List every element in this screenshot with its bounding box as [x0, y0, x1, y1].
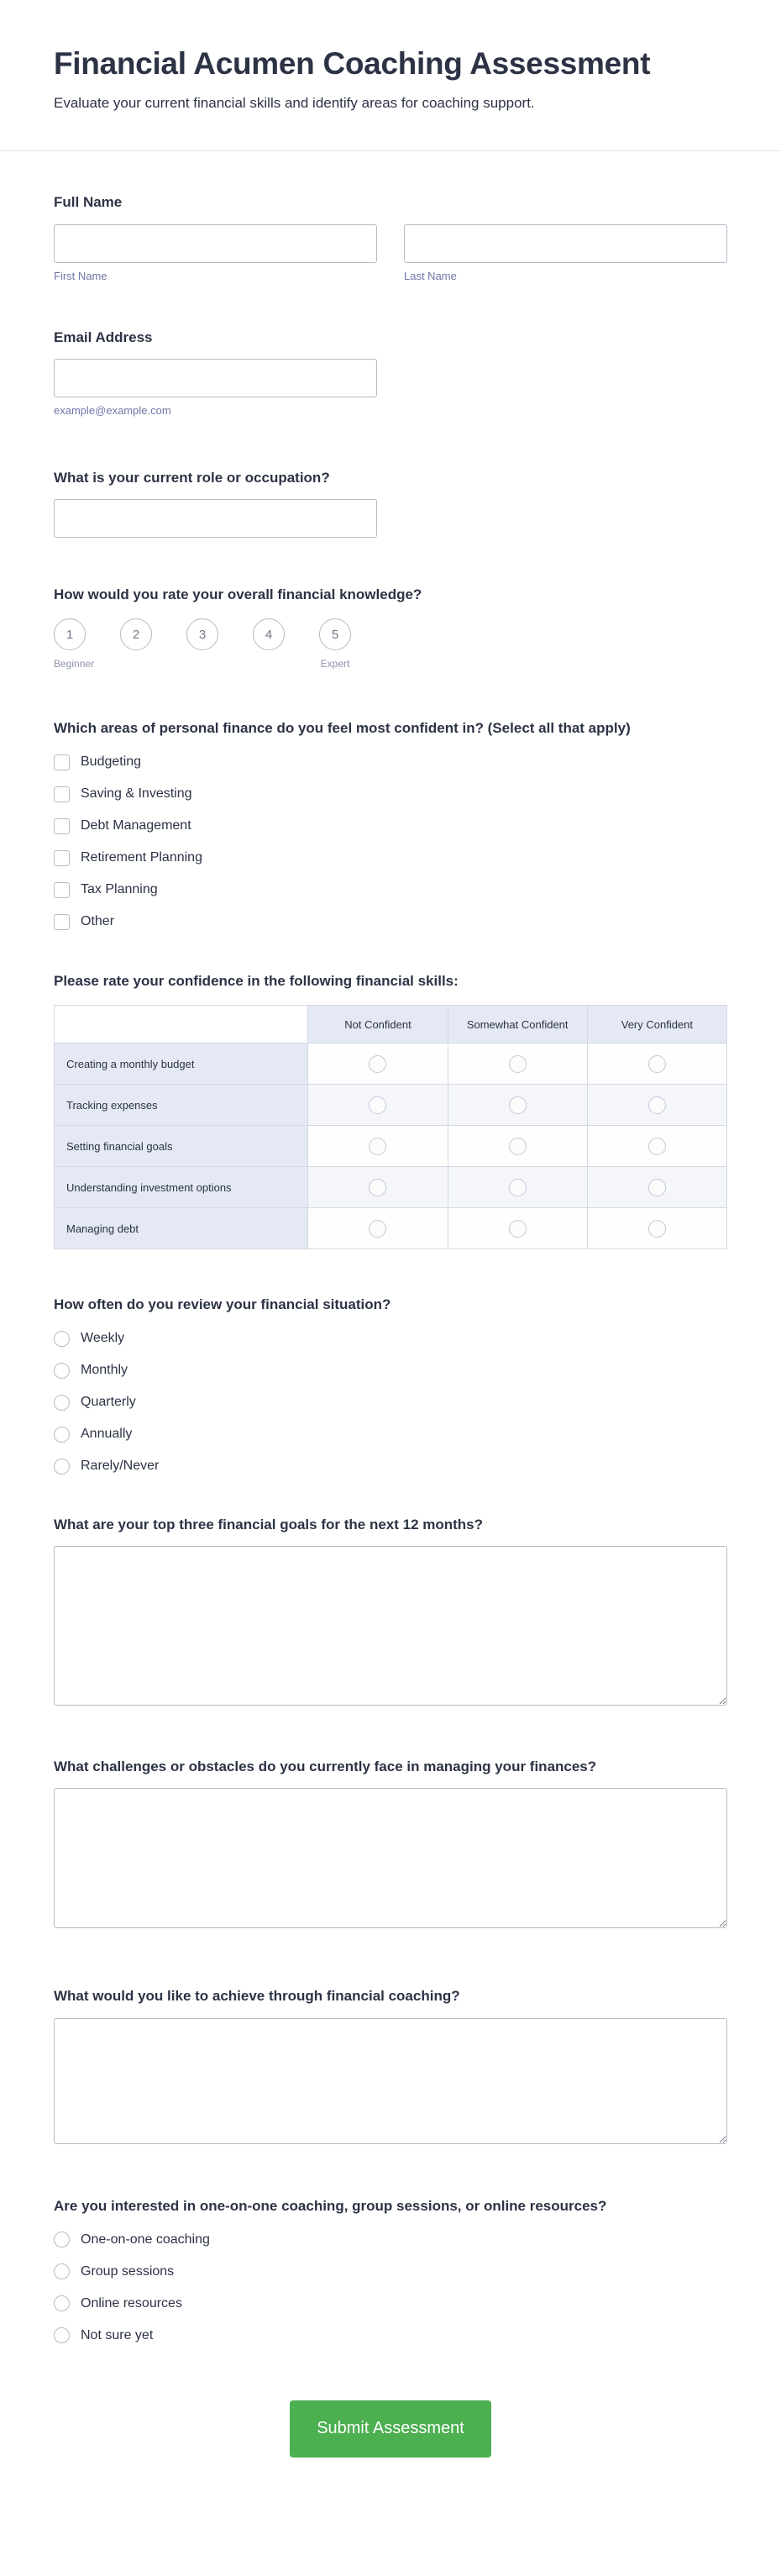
radio-quarterly[interactable]: [54, 1386, 727, 1418]
matrix-cell: [587, 1126, 726, 1167]
table-row: [55, 1044, 727, 1085]
email-sublabel: example@example.com: [54, 403, 171, 417]
matrix-row-label: Tracking expenses: [55, 1085, 308, 1126]
option-label: Rarely/Never: [81, 1459, 160, 1474]
matrix-cell: [448, 1167, 587, 1208]
first-name-col: [54, 224, 377, 282]
radio-group-sessions[interactable]: [54, 2256, 727, 2288]
field-coaching-outcome: [54, 1987, 727, 2143]
checkbox-tax-planning[interactable]: [54, 874, 727, 906]
option-label: Quarterly: [81, 1395, 136, 1410]
radio-icon[interactable]: [54, 1427, 70, 1443]
skills-matrix-table: [54, 1005, 727, 1249]
challenges-textarea[interactable]: [54, 1788, 727, 1928]
field-confident-areas: [54, 719, 727, 938]
format-interest-options: [54, 2224, 727, 2352]
matrix-column-header: Very Confident: [587, 1006, 726, 1044]
option-label: Online resources: [81, 2295, 182, 2311]
matrix-cell: [587, 1085, 726, 1126]
matrix-radio[interactable]: [509, 1138, 527, 1155]
option-label: Tax Planning: [81, 882, 158, 897]
matrix-column-header: Not Confident: [308, 1006, 448, 1044]
matrix-radio[interactable]: [648, 1138, 666, 1155]
matrix-radio[interactable]: [369, 1138, 386, 1155]
matrix-header-row: [55, 1006, 727, 1044]
rating-scale: [54, 618, 727, 650]
matrix-cell: [587, 1167, 726, 1208]
matrix-radio[interactable]: [369, 1096, 386, 1114]
full-name-label: Full Name: [54, 193, 123, 210]
option-label: Monthly: [81, 1363, 128, 1378]
matrix-radio[interactable]: [369, 1179, 386, 1196]
radio-icon[interactable]: [54, 1331, 70, 1347]
rating-min-label: Beginner: [54, 658, 95, 670]
rating-max-label: Expert: [320, 658, 350, 670]
checkbox-icon[interactable]: [54, 882, 70, 898]
matrix-radio[interactable]: [509, 1179, 527, 1196]
rating-scale-labels: [54, 658, 727, 671]
first-name-sublabel: First Name: [54, 269, 107, 282]
option-label: One-on-one coaching: [81, 2232, 210, 2247]
matrix-radio[interactable]: [648, 1096, 666, 1114]
matrix-radio[interactable]: [369, 1055, 386, 1073]
matrix-radio[interactable]: [648, 1055, 666, 1073]
matrix-row-label: Understanding investment options: [55, 1167, 308, 1208]
rating-option-5[interactable]: 5: [319, 618, 351, 650]
submit-button[interactable]: Submit Assessment: [290, 2400, 491, 2458]
matrix-cell: [448, 1044, 587, 1085]
rating-option-3[interactable]: 3: [186, 618, 218, 650]
last-name-col: [404, 224, 727, 282]
option-label: Debt Management: [81, 818, 191, 833]
checkbox-saving-investing[interactable]: [54, 778, 727, 810]
goals-textarea[interactable]: [54, 1546, 727, 1706]
option-label: Annually: [81, 1427, 133, 1442]
radio-annually[interactable]: [54, 1418, 727, 1450]
option-label: Retirement Planning: [81, 850, 202, 865]
occupation-input[interactable]: [54, 499, 377, 538]
coaching-outcome-textarea[interactable]: [54, 2018, 727, 2144]
matrix-radio[interactable]: [509, 1096, 527, 1114]
checkbox-icon[interactable]: [54, 914, 70, 930]
matrix-cell: [587, 1208, 726, 1249]
matrix-cell: [448, 1208, 587, 1249]
review-frequency-options: [54, 1322, 727, 1482]
matrix-radio[interactable]: [509, 1055, 527, 1073]
radio-rarely-never[interactable]: [54, 1450, 727, 1482]
matrix-radio[interactable]: [648, 1220, 666, 1238]
matrix-cell: [308, 1167, 448, 1208]
rating-option-1[interactable]: 1: [54, 618, 86, 650]
field-email: [54, 329, 727, 417]
field-challenges: [54, 1758, 727, 1928]
name-inputs-row: [54, 224, 727, 282]
form-subtitle: Evaluate your current financial skills and identify areas for coaching support.: [54, 95, 535, 111]
field-format-interest: [54, 2197, 727, 2352]
format-interest-label: Are you interested in one-on-one coaching, group sessions, or online resources?: [54, 2197, 607, 2214]
option-label: Other: [81, 914, 115, 929]
matrix-row-label: Setting financial goals: [55, 1126, 308, 1167]
matrix-cell: [448, 1085, 587, 1126]
option-label: Saving & Investing: [81, 786, 192, 802]
radio-one-on-one-coaching[interactable]: [54, 2224, 727, 2256]
matrix-cell: [308, 1208, 448, 1249]
option-label: Group sessions: [81, 2263, 175, 2279]
radio-icon[interactable]: [54, 1395, 70, 1411]
email-label: Email Address: [54, 329, 153, 345]
last-name-input[interactable]: [404, 224, 727, 263]
matrix-cell: [308, 1126, 448, 1167]
coaching-outcome-label: What would you like to achieve through financial coaching?: [54, 1988, 460, 2005]
email-input[interactable]: [54, 359, 377, 397]
matrix-row-label: Creating a monthly budget: [55, 1044, 308, 1085]
matrix-row-label: Managing debt: [55, 1208, 308, 1249]
form-title: Financial Acumen Coaching Assessment: [54, 46, 651, 81]
field-review-frequency: [54, 1296, 727, 1482]
option-label: Budgeting: [81, 754, 142, 770]
field-goals: [54, 1516, 727, 1706]
table-row: [55, 1126, 727, 1167]
submit-row: [54, 2400, 727, 2458]
radio-icon[interactable]: [54, 2295, 70, 2311]
radio-online-resources[interactable]: [54, 2288, 727, 2320]
table-row: [55, 1167, 727, 1208]
radio-weekly[interactable]: [54, 1322, 727, 1354]
matrix-cell: [308, 1085, 448, 1126]
checkbox-icon[interactable]: [54, 786, 70, 802]
matrix-column-header: Somewhat Confident: [448, 1006, 587, 1044]
matrix-radio[interactable]: [648, 1179, 666, 1196]
option-label: Not sure yet: [81, 2327, 154, 2342]
radio-icon[interactable]: [54, 2232, 70, 2247]
option-label: Weekly: [81, 1331, 125, 1346]
first-name-input[interactable]: [54, 224, 377, 263]
matrix-cell: [587, 1044, 726, 1085]
matrix-radio[interactable]: [509, 1220, 527, 1238]
matrix-cell: [308, 1044, 448, 1085]
radio-icon[interactable]: [54, 1363, 70, 1379]
checkbox-budgeting[interactable]: [54, 746, 727, 778]
field-occupation: [54, 469, 727, 538]
checkbox-retirement-planning[interactable]: [54, 842, 727, 874]
checkbox-icon[interactable]: [54, 850, 70, 866]
matrix-cell: [448, 1126, 587, 1167]
field-skills-matrix: [54, 972, 727, 1249]
divider: [0, 150, 781, 151]
occupation-label: What is your current role or occupation?: [54, 469, 330, 486]
matrix-radio[interactable]: [369, 1220, 386, 1238]
radio-not-sure-yet[interactable]: [54, 2320, 727, 2352]
last-name-sublabel: Last Name: [404, 269, 457, 282]
radio-icon[interactable]: [54, 2263, 70, 2279]
checkbox-debt-management[interactable]: [54, 810, 727, 842]
confident-areas-options: [54, 746, 727, 938]
radio-icon[interactable]: [54, 2327, 70, 2343]
checkbox-other[interactable]: [54, 906, 727, 938]
knowledge-rating-label: How would you rate your overall financial knowledge?: [54, 586, 422, 602]
rating-option-2[interactable]: 2: [120, 618, 152, 650]
review-frequency-label: How often do you review your financial situation?: [54, 1296, 391, 1313]
rating-option-4[interactable]: 4: [253, 618, 285, 650]
confident-areas-label: Which areas of personal finance do you feel most confident in? (Select all that apply): [54, 720, 631, 737]
field-full-name: [54, 193, 727, 282]
field-knowledge-rating: [54, 586, 727, 671]
radio-icon[interactable]: [54, 1459, 70, 1475]
radio-monthly[interactable]: [54, 1354, 727, 1386]
matrix-corner-cell: [55, 1006, 308, 1044]
table-row: [55, 1208, 727, 1249]
challenges-label: What challenges or obstacles do you currently face in managing your finances?: [54, 1759, 597, 1775]
skills-matrix-label: Please rate your confidence in the following financial skills:: [54, 973, 459, 990]
goals-label: What are your top three financial goals for the next 12 months?: [54, 1517, 484, 1533]
checkbox-icon[interactable]: [54, 754, 70, 770]
checkbox-icon[interactable]: [54, 818, 70, 834]
table-row: [55, 1085, 727, 1126]
